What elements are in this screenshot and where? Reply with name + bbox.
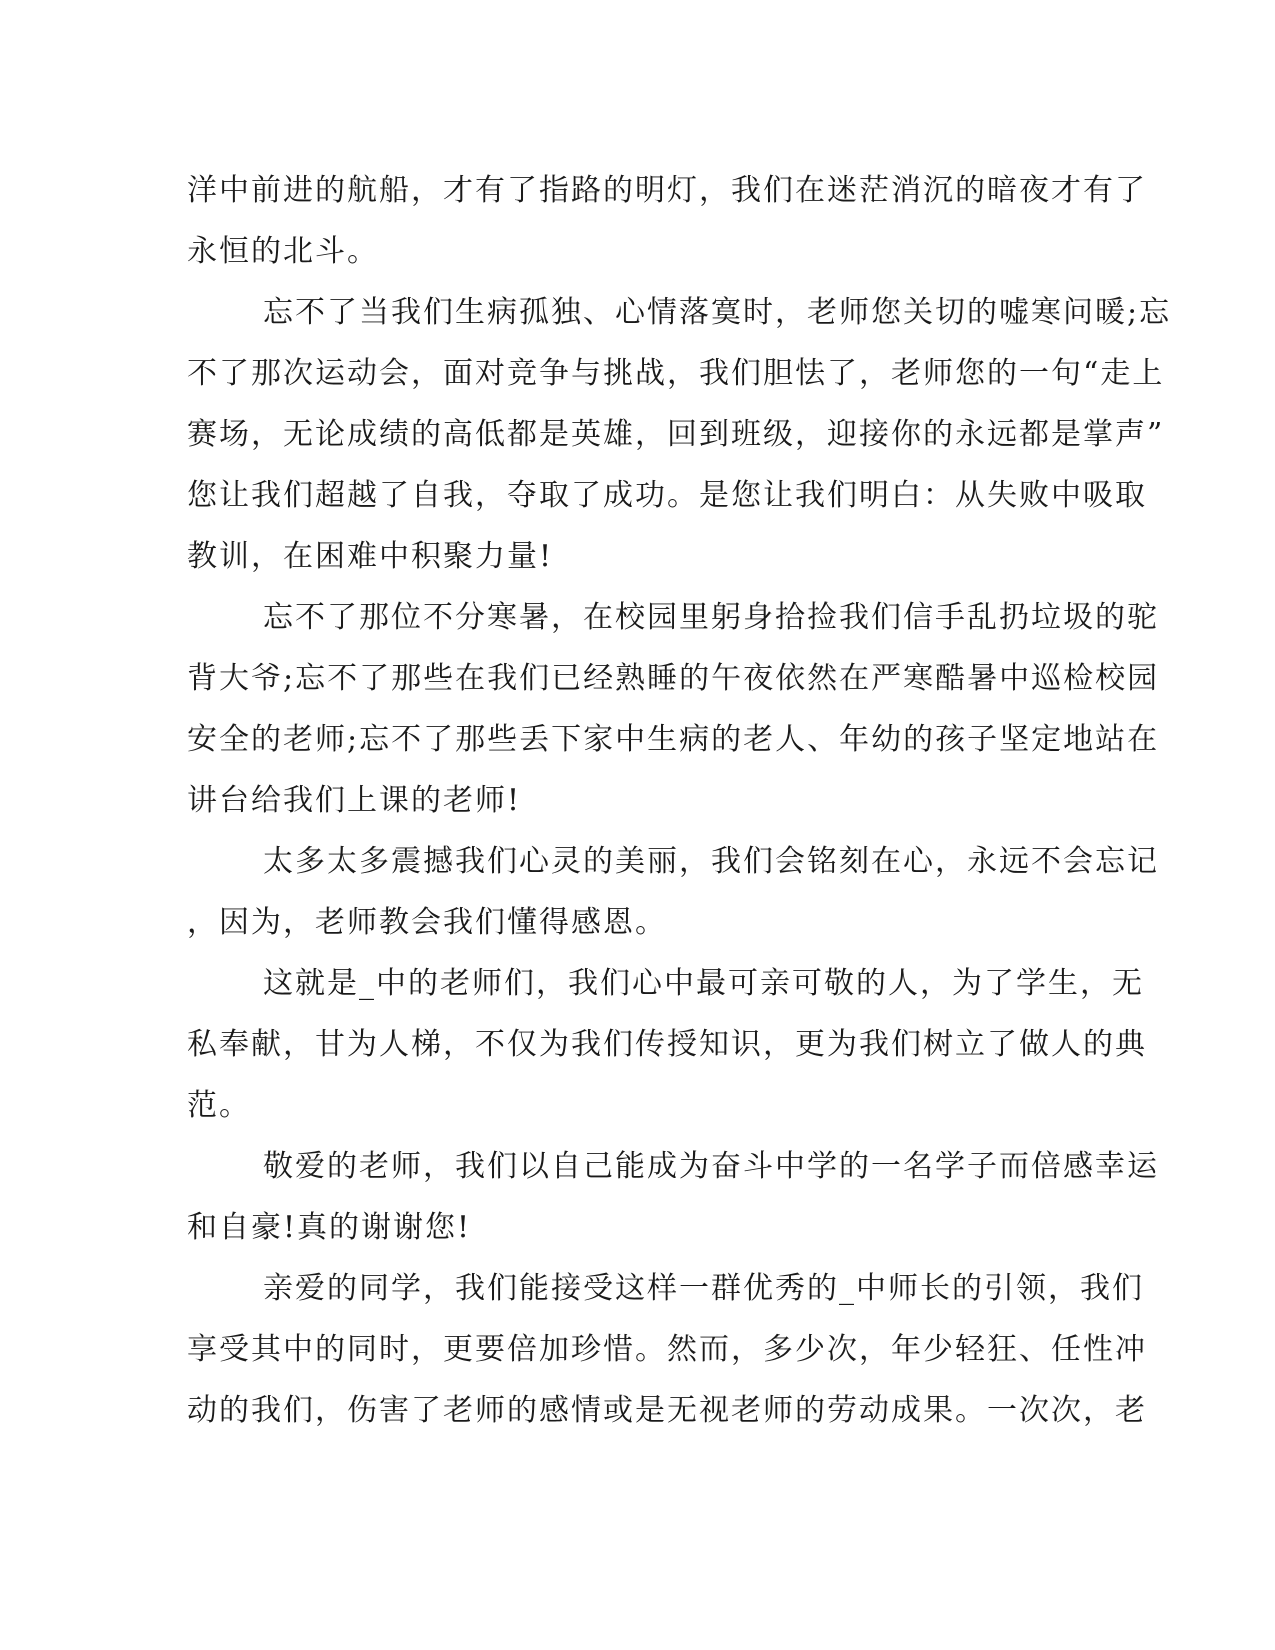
text-line: 忘不了那位不分寒暑，在校园里躬身拾捡我们信手乱扔垃圾的驼: [263, 600, 1159, 635]
body-text: [187, 160, 1172, 1441]
paragraph: [187, 953, 1147, 1136]
text-line: 洋中前进的航船，才有了指路的明灯，我们在迷茫消沉的暗夜才有了: [187, 173, 1147, 208]
text-line: 不了那次运动会，面对竞争与挑战，我们胆怯了，老师您的一句“走上: [187, 356, 1165, 391]
text-line: 您让我们超越了自我，夺取了成功。是您让我们明白：从失败中吸取: [187, 478, 1147, 513]
text-line: 享受其中的同时，更要倍加珍惜。然而，多少次，年少轻狂、任性冲: [187, 1332, 1147, 1367]
text-line: 和自豪!真的谢谢您!: [187, 1210, 472, 1245]
text-line: 这就是_中的老师们，我们心中最可亲可敬的人，为了学生，无: [263, 966, 1144, 1001]
text-line: 动的我们，伤害了老师的感情或是无视老师的劳动成果。一次次，老: [187, 1393, 1147, 1428]
text-line: 太多太多震撼我们心灵的美丽，我们会铭刻在心，永远不会忘记: [263, 844, 1159, 879]
paragraph: [187, 587, 1160, 831]
text-line: 私奉献，甘为人梯，不仅为我们传授知识，更为我们树立了做人的典: [187, 1027, 1147, 1062]
paragraph: [187, 1258, 1147, 1441]
text-line: 永恒的北斗。: [187, 234, 379, 269]
text-line: 教训，在困难中积聚力量!: [187, 539, 554, 574]
text-line: 忘不了当我们生病孤独、心情落寞时，老师您关切的嘘寒问暖;忘: [263, 295, 1172, 330]
paragraph: [187, 282, 1172, 587]
paragraph: [187, 831, 1159, 953]
text-line: 敬爱的老师，我们以自己能成为奋斗中学的一名学子而倍感幸运: [263, 1149, 1159, 1184]
text-line: 背大爷;忘不了那些在我们已经熟睡的午夜依然在严寒酷暑中巡检校园: [187, 661, 1160, 696]
text-line: 安全的老师;忘不了那些丢下家中生病的老人、年幼的孩子坚定地站在: [187, 722, 1160, 757]
text-line: 亲爱的同学，我们能接受这样一群优秀的_中师长的引领，我们: [263, 1271, 1144, 1306]
text-line: 范。: [187, 1088, 251, 1123]
paragraph: [187, 1136, 1159, 1258]
text-line: 赛场，无论成绩的高低都是英雄，回到班级，迎接你的永远都是掌声”: [187, 417, 1165, 452]
paragraph: [187, 160, 1147, 282]
text-line: ，因为，老师教会我们懂得感恩。: [187, 905, 667, 940]
text-line: 讲台给我们上课的老师!: [187, 783, 522, 818]
